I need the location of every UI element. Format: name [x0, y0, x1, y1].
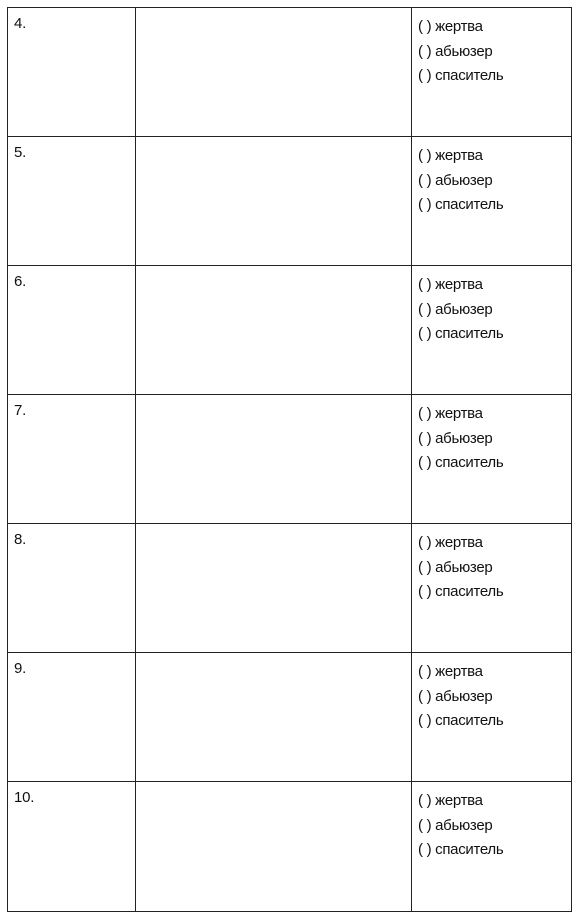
option-abuser[interactable]: ( ) абьюзер — [418, 429, 493, 447]
option-rescuer[interactable]: ( ) спаситель — [418, 454, 504, 471]
option-victim[interactable]: ( ) жертва — [418, 147, 483, 164]
row-number: 6. — [14, 273, 27, 290]
option-victim[interactable]: ( ) жертва — [418, 18, 483, 35]
row-number-cell — [8, 395, 136, 524]
row-number-cell — [8, 782, 136, 912]
options-cell — [412, 8, 572, 137]
row-number: 7. — [14, 402, 27, 419]
row-number-cell — [8, 8, 136, 137]
row-number: 5. — [14, 144, 27, 161]
row-number: 9. — [14, 660, 27, 677]
row-number-cell — [8, 653, 136, 782]
options-cell — [412, 524, 572, 653]
table-row — [8, 782, 572, 912]
option-abuser[interactable]: ( ) абьюзер — [418, 171, 493, 189]
table-row — [8, 653, 572, 782]
row-number-cell — [8, 266, 136, 395]
options-cell — [412, 137, 572, 266]
options-cell — [412, 782, 572, 912]
option-abuser[interactable]: ( ) абьюзер — [418, 42, 493, 60]
description-cell[interactable] — [136, 782, 412, 912]
option-victim[interactable]: ( ) жертва — [418, 534, 483, 551]
options-cell — [412, 395, 572, 524]
option-rescuer[interactable]: ( ) спаситель — [418, 841, 504, 858]
option-victim[interactable]: ( ) жертва — [418, 663, 483, 680]
option-abuser[interactable]: ( ) абьюзер — [418, 558, 493, 576]
option-abuser[interactable]: ( ) абьюзер — [418, 816, 493, 834]
description-cell[interactable] — [136, 137, 412, 266]
description-cell[interactable] — [136, 266, 412, 395]
row-number-cell — [8, 137, 136, 266]
table-row — [8, 266, 572, 395]
options-cell — [412, 653, 572, 782]
table-row — [8, 8, 572, 137]
option-rescuer[interactable]: ( ) спаситель — [418, 196, 504, 213]
row-number: 8. — [14, 531, 27, 548]
description-cell[interactable] — [136, 395, 412, 524]
option-rescuer[interactable]: ( ) спаситель — [418, 712, 504, 729]
description-cell[interactable] — [136, 653, 412, 782]
option-rescuer[interactable]: ( ) спаситель — [418, 583, 504, 600]
description-cell[interactable] — [136, 8, 412, 137]
option-victim[interactable]: ( ) жертва — [418, 405, 483, 422]
option-rescuer[interactable]: ( ) спаситель — [418, 67, 504, 84]
description-cell[interactable] — [136, 524, 412, 653]
option-rescuer[interactable]: ( ) спаситель — [418, 325, 504, 342]
row-number: 4. — [14, 15, 27, 32]
row-number-cell — [8, 524, 136, 653]
worksheet-table — [7, 7, 572, 912]
table-row — [8, 395, 572, 524]
row-number: 10. — [14, 789, 35, 806]
table-row — [8, 524, 572, 653]
option-abuser[interactable]: ( ) абьюзер — [418, 687, 493, 705]
option-victim[interactable]: ( ) жертва — [418, 276, 483, 293]
table-row — [8, 137, 572, 266]
options-cell — [412, 266, 572, 395]
option-victim[interactable]: ( ) жертва — [418, 792, 483, 809]
option-abuser[interactable]: ( ) абьюзер — [418, 300, 493, 318]
